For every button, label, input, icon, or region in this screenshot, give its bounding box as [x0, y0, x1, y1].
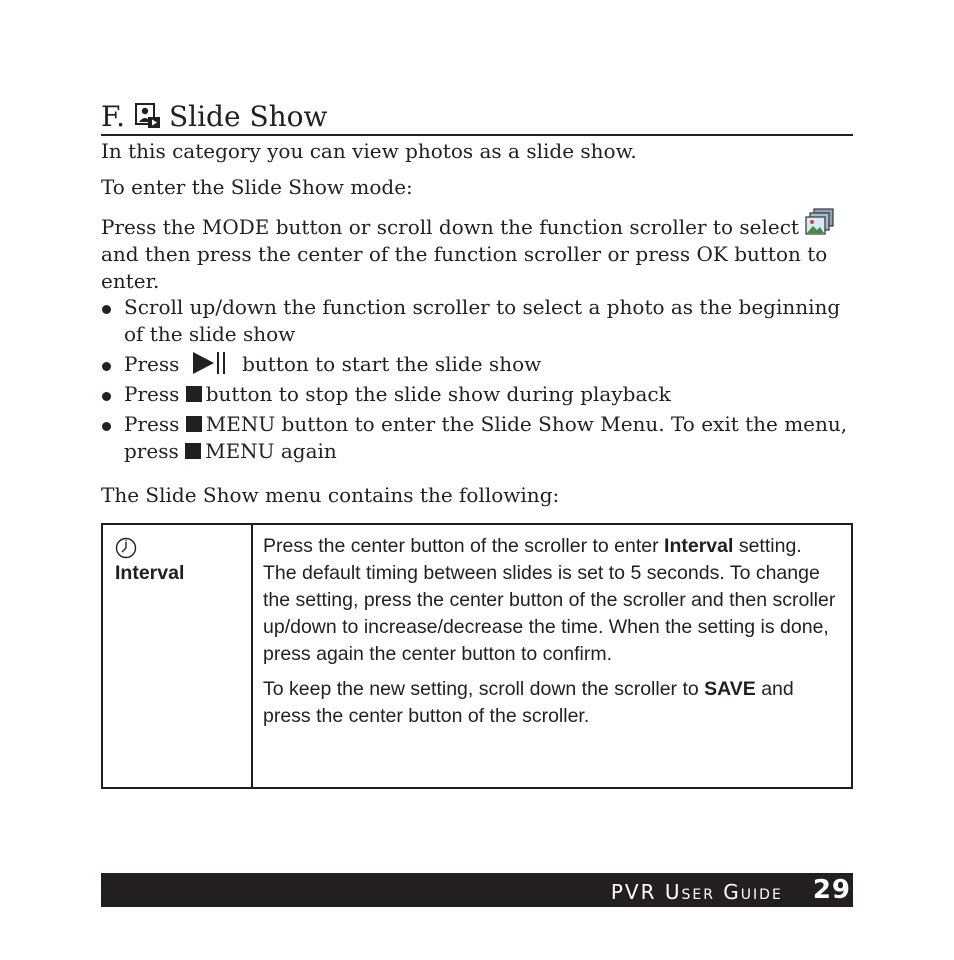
list-item-press: Press — [124, 412, 180, 436]
instruction-list — [101, 294, 853, 468]
stop-icon — [186, 386, 202, 402]
page-footer — [101, 873, 853, 907]
list-item-press: Press — [124, 352, 180, 376]
description-paragraph — [263, 533, 841, 668]
description-text: setting. — [733, 535, 802, 557]
page-number: 29 — [812, 875, 851, 905]
manual-page — [101, 0, 853, 960]
menu-options-table — [101, 523, 853, 789]
list-item-text: MENU again — [205, 439, 337, 463]
list-item — [101, 294, 853, 348]
menu-item-description — [253, 525, 851, 787]
bullet-dot-icon — [102, 305, 111, 314]
description-text: Press the center button of the scroller to enter — [263, 535, 665, 557]
list-item-press: press — [124, 439, 179, 463]
description-text: To keep the new setting, scroll down the scroller to — [263, 678, 705, 700]
list-item-text: button to stop the slide show during playback — [205, 382, 671, 406]
list-item — [101, 351, 853, 378]
description-bold-text: Interval — [664, 535, 734, 557]
bullet-dot-icon — [102, 392, 111, 401]
description-text: The default timing between slides is set to 5 seconds. To change the setting, press the center button of the scroller and then scroller up/down to increase/decrease the time. When the setting is done, press again the center button to confirm. — [263, 562, 836, 665]
list-item — [101, 381, 853, 408]
description-paragraph — [263, 676, 841, 730]
list-item — [101, 411, 853, 465]
section-title: Slide Show — [168, 100, 328, 133]
description-text: and press the center button of the scroller. — [263, 678, 794, 727]
play-pause-icon — [192, 351, 232, 375]
section-letter: F. — [101, 100, 125, 133]
menu-intro-text: The Slide Show menu contains the following: — [101, 483, 560, 507]
description-bold-text: SAVE — [704, 678, 756, 700]
photo-slideshow-icon — [135, 103, 161, 129]
press-mode-after-text: and then press the center of the function scroller or press OK button to enter. — [101, 242, 828, 293]
intro-text: In this category you can view photos as a slide show. — [101, 139, 637, 163]
section-heading — [101, 96, 853, 136]
photo-stack-icon — [805, 208, 835, 238]
guide-title: PVR User Guide — [610, 880, 783, 904]
menu-item-label: Interval — [115, 562, 185, 584]
menu-item-cell — [103, 525, 253, 787]
list-item-text: Scroll up/down the function scroller to select a photo as the beginning of the slide show — [124, 295, 841, 346]
list-item-text: MENU button to enter the Slide Show Menu. To exit the menu, — [205, 412, 848, 436]
list-item-press: Press — [124, 382, 180, 406]
bullet-dot-icon — [102, 362, 111, 371]
enter-mode-text: To enter the Slide Show mode: — [101, 175, 413, 199]
clock-icon — [115, 537, 137, 559]
stop-icon — [186, 416, 202, 432]
stop-icon — [185, 443, 201, 459]
press-mode-paragraph — [101, 208, 853, 295]
press-mode-text: Press the MODE button or scroll down the function scroller to select — [101, 215, 799, 239]
list-item-text: button to start the slide show — [242, 352, 542, 376]
bullet-dot-icon — [102, 422, 111, 431]
